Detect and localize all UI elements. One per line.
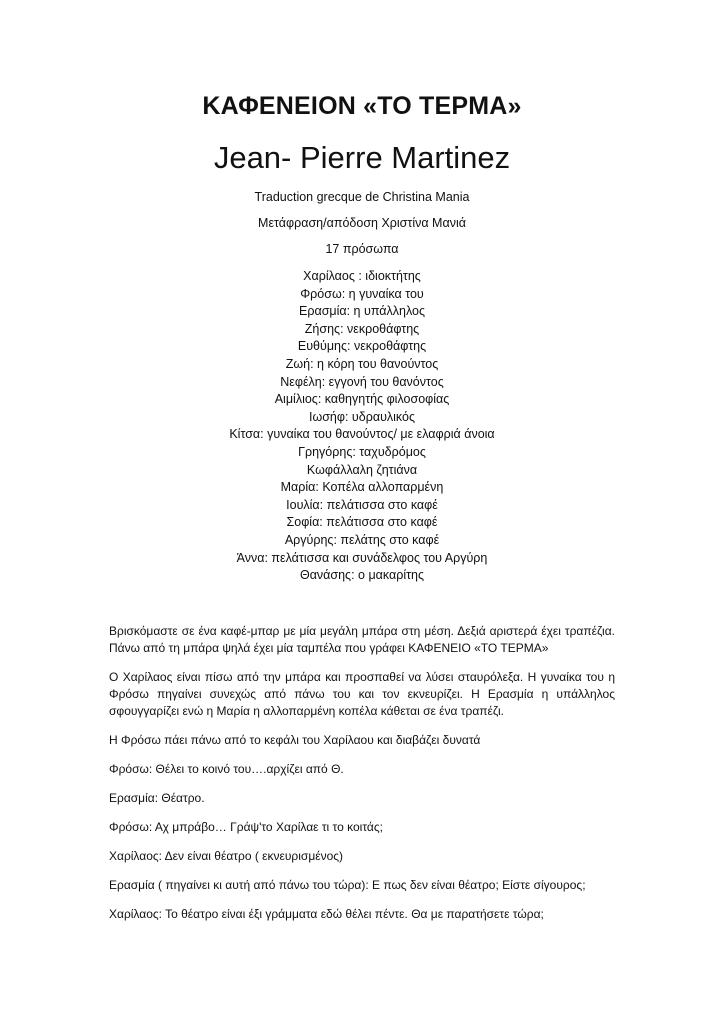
play-title: ΚΑΦΕΝΕΙΟΝ «ΤΟ ΤΕΡΜΑ» <box>202 92 522 120</box>
dialogue-line: Χαρίλαος: Το θέατρο είναι έξι γράμματα εδώ θέλει πέντε. Θα με παρατήσετε τώρα; <box>109 907 544 921</box>
cast-entry: Ιουλία: πελάτισσα στο καφέ <box>286 497 438 512</box>
cast-entry: Αιμίλιος: καθηγητής φιλοσοφίας <box>274 392 450 407</box>
cast-entry: Γρηγόρης: ταχυδρόμος <box>298 444 426 459</box>
translation-credit-greek: Μετάφραση/απόδοση Χριστίνα Μανιά <box>258 216 466 230</box>
cast-entry: Μαρία: Κοπέλα αλλοπαρμένη <box>280 480 444 495</box>
dialogue-line: Φρόσω: Θέλει το κοινό του….αρχίζει από Θ. <box>109 762 344 776</box>
cast-count: 17 πρόσωπα <box>325 242 399 256</box>
cast-entry: Άννα: πελάτισσα και συνάδελφος του Αργύρη <box>236 550 488 565</box>
cast-entry: Ευθύμης: νεκροθάφτης <box>297 339 427 354</box>
cast-entry: Ζωή: η κόρη του θανούντος <box>285 356 439 371</box>
cast-entry: Κωφάλλαλη ζητιάνα <box>306 462 418 477</box>
cast-entry: Ιωσήφ: υδραυλικός <box>308 409 416 424</box>
stage-direction: Ο Χαρίλαος είναι πίσω από την μπάρα και προσπαθεί να λύσει σταυρόλεξα. Η γυναίκα του η Φρόσω πηγαίνει συνεχώς από πάνω του και τον εκνευρίζει. Η Ερασμία η υπάλληλος σφουγγαρίζει ενώ η Μαρία η αλλοπαρμένη κοπέλα κάθεται σε ένα τραπέζι. <box>109 670 615 718</box>
dialogue-line: Ερασμία ( πηγαίνει κι αυτή από πάνω του τώρα): Ε πως δεν είναι θέατρο; Είστε σίγουρος; <box>109 878 586 892</box>
stage-direction: Βρισκόμαστε σε ένα καφέ-μπαρ με μία μεγάλη μπάρα στη μέση. Δεξιά αριστερά έχει τραπέζια. Πάνω από τη μπάρα ψηλά έχει μία ταμπέλα που γράφει ΚΑΦΕΝΕΙΟ «ΤΟ ΤΕΡΜΑ» <box>109 624 615 655</box>
cast-entry: Χαρίλαος : ιδιοκτήτης <box>303 269 421 283</box>
cast-entry: Ερασμία: η υπάλληλος <box>299 304 425 319</box>
translation-credit-french: Traduction grecque de Christina Mania <box>254 190 470 204</box>
cast-entry: Σοφία: πελάτισσα στο καφέ <box>286 515 438 530</box>
cast-entry: Κίτσα: γυναίκα του θανούντος/ με ελαφριά άνοια <box>229 427 495 442</box>
cast-entry: Ζήσης: νεκροθάφτης <box>304 321 420 336</box>
dialogue-line: Φρόσω: Αχ μπράβο… Γράψ'το Χαρίλαε τι το κοιτάς; <box>109 820 383 834</box>
cast-entry: Αργύρης: πελάτης στο καφέ <box>284 532 440 547</box>
dialogue-line: Ερασμία: Θέατρο. <box>109 791 205 805</box>
author-name: Jean- Pierre Martinez <box>213 140 511 175</box>
cast-list <box>0 268 724 585</box>
script-body <box>109 623 615 935</box>
cast-entry: Φρόσω: η γυναίκα του <box>300 286 424 301</box>
cast-entry: Θανάσης: ο μακαρίτης <box>299 568 425 583</box>
stage-direction: Η Φρόσω πάει πάνω από το κεφάλι του Χαρίλαου και διαβάζει δυνατά <box>109 733 481 747</box>
cast-entry: Νεφέλη: εγγονή του θανόντος <box>280 374 444 389</box>
dialogue-line: Χαρίλαος: Δεν είναι θέατρο ( εκνευρισμένος) <box>109 849 344 863</box>
